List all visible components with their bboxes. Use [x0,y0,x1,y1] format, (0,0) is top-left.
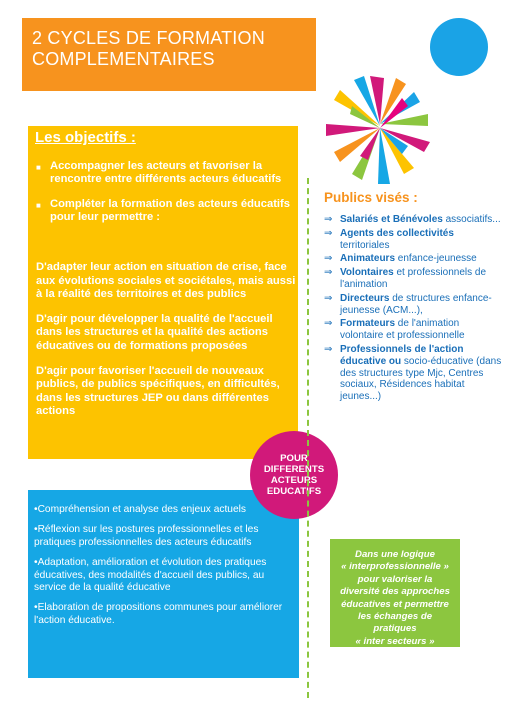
double-arrow-right-icon: ⇒ [324,292,333,304]
public-item-rest: associatifs... [442,214,501,225]
green-box-line: pour valoriser la [357,573,433,585]
public-item [324,253,504,265]
objective-paragraph: D'adapter leur action en situation de crise, face aux évolutions sociales et sociétales, mais aussi à la réalité des territoires et des publics [36,261,296,301]
public-item-rest: enfance-jeunesse [395,253,477,265]
public-item-bold: Professionnels de l'action éducative ou [340,343,464,367]
public-item-bold: Directeurs [340,292,390,304]
themes-block [28,490,299,678]
objectives-heading: Les objectifs : [35,129,136,146]
public-item [324,318,504,342]
blue-circle-decoration [430,18,488,76]
publics-heading: Publics visés : [324,190,418,205]
public-item [324,293,504,317]
public-item-rest: de l'animation volontaire et professionnelle [340,318,465,342]
title-banner [22,18,316,91]
green-box-line: éducatives et permettre [341,598,449,610]
green-box-line: les échanges de [357,611,433,623]
public-item-bold: Agents des collectivités [340,227,454,239]
double-arrow-right-icon: ⇒ [324,253,333,265]
double-arrow-right-icon: ⇒ [324,267,333,279]
square-bullet-icon: ■ [36,201,41,210]
objective-bullet [36,160,294,186]
theme-item: •Compréhension et analyse des enjeux actuels [34,504,246,515]
title-line-2: COMPLEMENTAIRES [32,49,215,69]
objective-bullet [36,198,294,224]
audience-line: DIFFERENTS [263,464,325,475]
audience-circle [250,431,338,519]
public-item-bold: Salariés et Bénévoles [340,214,443,225]
publics-list [324,214,504,405]
green-box-line: pratiques [373,623,417,635]
public-item-bold: Animateurs [340,253,396,265]
double-arrow-right-icon: ⇒ [324,343,333,355]
themes-list [34,504,296,635]
public-item [324,267,504,291]
audience-line: ACTEURS [270,475,318,486]
objectives-bullet-list [36,160,294,236]
page-title [32,28,265,70]
public-item [324,228,504,252]
objective-paragraph: D'agir pour favoriser l'accueil de nouveaux publics, de publics spécifiques, en difficultés, dans les structures JEP ou dans différentes actions [36,364,280,418]
public-item-rest: territoriales [340,239,390,251]
public-item-rest: et professionnels de l'animation [340,267,486,290]
starburst-logo [322,70,440,190]
objective-bullet-text: Compléter la formation des acteurs éducatifs pour leur permettre : [50,198,290,223]
interprofessional-box [330,539,460,647]
green-box-line: « interprofessionnelle » [341,561,449,573]
dashed-divider [307,178,309,698]
audience-line: EDUCATIFS [266,486,322,497]
green-box-line: Dans une logique [355,549,435,560]
objectives-paragraphs [36,261,298,430]
title-line-1: 2 CYCLES DE FORMATION [32,28,265,48]
public-item-rest: socio-éducative (dans des structures type Mjc, Centres sociaux, Résidences habitat jeunes...) [340,355,502,403]
public-item [324,214,504,226]
public-item-bold: Formateurs [340,318,396,330]
double-arrow-right-icon: ⇒ [324,214,333,225]
objective-paragraph: D'agir pour développer la qualité de l'accueil dans les structures et la qualité des actions éducatives ou de formations proposées [36,312,273,352]
theme-item: •Adaptation, amélioration et évolution des pratiques éducatives, des modalités d'accueil des publics, au service de la qualité éducative [34,557,267,594]
green-box-line: « inter secteurs » [355,635,435,647]
theme-item: •Elaboration de propositions communes pour améliorer l'action éducative. [34,602,283,626]
public-item [324,344,504,403]
public-item-rest: de structures enfance-jeunesse (ACM...), [340,292,492,316]
green-box-line: diversité des approches [340,586,450,598]
audience-line: POUR [280,453,308,464]
double-arrow-right-icon: ⇒ [324,227,333,239]
theme-item: •Réflexion sur les postures professionnelles et les pratiques professionnelles des acteurs éducatifs [34,524,259,548]
square-bullet-icon: ■ [36,163,41,172]
objective-bullet-text: Accompagner les acteurs et favoriser la rencontre entre différents acteurs éducatifs [50,160,282,185]
public-item-bold: Volontaires [340,267,394,279]
objectives-block [28,126,298,459]
double-arrow-right-icon: ⇒ [324,318,333,330]
